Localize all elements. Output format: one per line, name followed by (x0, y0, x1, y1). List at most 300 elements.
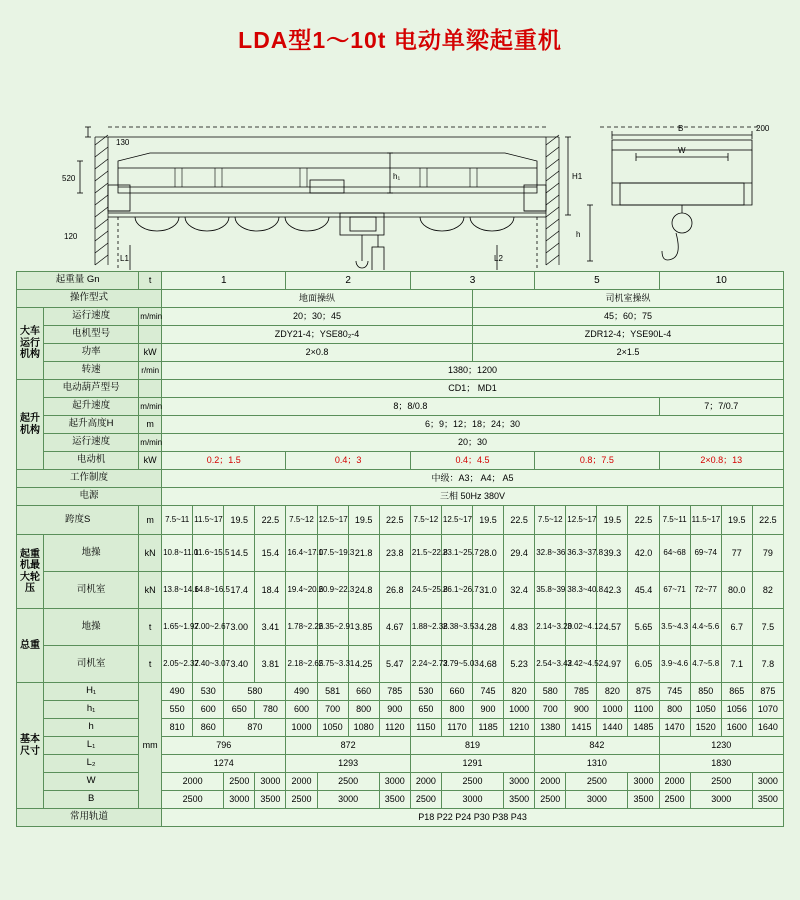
row-label-power: 功率 (43, 344, 138, 362)
span-10: 19.5 (473, 506, 504, 535)
table-row (17, 809, 784, 827)
H1-7: 530 (410, 683, 441, 701)
h-13: 1440 (597, 719, 628, 737)
wt-c-12: 2.54~3.42 (535, 646, 566, 683)
h-0: 810 (162, 719, 193, 737)
h-7: 1150 (410, 719, 441, 737)
wt-c-10: 4.68 (473, 646, 504, 683)
wt-g-9: 2.38~3.53 (441, 609, 472, 646)
wt-g-7: 4.67 (379, 609, 410, 646)
travel-speed-cab: 45；60；75 (473, 308, 784, 326)
row-label-weight-ground: 地操 (43, 609, 138, 646)
table-row (17, 434, 784, 452)
B-14: 3500 (752, 791, 783, 809)
wp-c-2: 17.4 (224, 572, 255, 609)
wt-g-18: 6.7 (721, 609, 752, 646)
row-label-L2: L₂ (43, 755, 138, 773)
W-5: 3000 (379, 773, 410, 791)
H1-15: 745 (659, 683, 690, 701)
dim-label-B: B (678, 124, 684, 133)
wt-g-3: 3.41 (255, 609, 286, 646)
dim-label-h: h (576, 230, 581, 239)
h1-12: 700 (535, 701, 566, 719)
group-wheel-pressure: 起重机最大轮压 (17, 535, 44, 609)
row-unit-hoist-model (139, 380, 162, 398)
dim-label-L2: L2 (494, 254, 503, 263)
wt-c-14: 4.97 (597, 646, 628, 683)
cap-5: 5 (535, 272, 659, 290)
row-label-power-supply: 电源 (17, 488, 162, 506)
B-7: 3000 (441, 791, 503, 809)
W-3: 2000 (286, 773, 317, 791)
table-row (17, 416, 784, 434)
row-label-motor-model: 电机型号 (43, 326, 138, 344)
page-title: LDA型1～10t 电动单梁起重机 (238, 27, 562, 53)
row-label-h: h (43, 719, 138, 737)
table-row (17, 773, 784, 791)
lift-speed-a: 8；8/0.8 (162, 398, 660, 416)
B-2: 3500 (255, 791, 286, 809)
dim-label-130: 130 (116, 138, 130, 147)
dim-label-120: 120 (64, 232, 78, 241)
row-unit-wheel-cab: kN (139, 572, 162, 609)
group-lift: 起升机构 (17, 380, 44, 470)
cap-3: 3 (410, 272, 534, 290)
wt-g-10: 4.28 (473, 609, 504, 646)
wp-g-13: 36.3~37.8 (566, 535, 597, 572)
wt-c-11: 5.23 (504, 646, 535, 683)
wp-g-0: 10.8~11.0 (162, 535, 193, 572)
wp-c-6: 24.8 (348, 572, 379, 609)
cap-2: 2 (286, 272, 410, 290)
wp-c-9: 26.1~26.7 (441, 572, 472, 609)
row-label-lift-height: 起升高度H (43, 416, 138, 434)
h-6: 1120 (379, 719, 410, 737)
run-speed-value: 20；30 (162, 434, 784, 452)
row-unit-span: m (139, 506, 162, 535)
wp-g-14: 39.3 (597, 535, 628, 572)
wt-g-6: 3.85 (348, 609, 379, 646)
row-unit-travel-speed: m/min (139, 308, 162, 326)
row-unit-speed: r/min (139, 362, 162, 380)
B-11: 3500 (628, 791, 659, 809)
wt-c-7: 5.47 (379, 646, 410, 683)
wt-c-6: 4.25 (348, 646, 379, 683)
cap-1: 1 (162, 272, 286, 290)
L2-1: 1293 (286, 755, 410, 773)
row-label-motor-kw: 电动机 (43, 452, 138, 470)
H1-5: 660 (348, 683, 379, 701)
wp-c-14: 42.3 (597, 572, 628, 609)
h-11: 1380 (535, 719, 566, 737)
control-ground: 地面操纵 (162, 290, 473, 308)
wt-c-13: 3.42~4.52 (566, 646, 597, 683)
wt-c-19: 7.8 (752, 646, 783, 683)
row-label-hoist-model: 电动葫芦型号 (43, 380, 138, 398)
wt-g-13: 3.02~4.12 (566, 609, 597, 646)
wp-g-2: 14.5 (224, 535, 255, 572)
wt-g-0: 1.65~1.97 (162, 609, 193, 646)
wp-g-17: 69~74 (690, 535, 721, 572)
wp-c-3: 18.4 (255, 572, 286, 609)
W-9: 2000 (535, 773, 566, 791)
wp-g-15: 42.0 (628, 535, 659, 572)
table-row (17, 646, 784, 683)
wp-g-9: 23.1~25.7 (441, 535, 472, 572)
h-3: 1000 (286, 719, 317, 737)
table-row (17, 290, 784, 308)
motor-kw-3: 0.4；4.5 (410, 452, 534, 470)
row-label-B: B (43, 791, 138, 809)
h1-3: 780 (255, 701, 286, 719)
dim-label-h1: h₁ (393, 172, 401, 181)
table-row (17, 737, 784, 755)
h-5: 1080 (348, 719, 379, 737)
wt-c-8: 2.24~2.72 (410, 646, 441, 683)
control-cab: 司机室操纵 (473, 290, 784, 308)
wp-c-8: 24.5~25.8 (410, 572, 441, 609)
span-18: 19.5 (721, 506, 752, 535)
hoist-model-value: CD1； MD1 (162, 380, 784, 398)
table-row (17, 488, 784, 506)
H1-17: 865 (721, 683, 752, 701)
h1-6: 800 (348, 701, 379, 719)
table-row (17, 506, 784, 535)
table-row (17, 380, 784, 398)
h1-14: 1000 (597, 701, 628, 719)
wt-c-0: 2.05~2.37 (162, 646, 193, 683)
wp-c-19: 82 (752, 572, 783, 609)
row-label-travel-speed: 运行速度 (43, 308, 138, 326)
h1-17: 1050 (690, 701, 721, 719)
row-label-control: 操作型式 (17, 290, 162, 308)
span-15: 22.5 (628, 506, 659, 535)
motor-kw-5: 0.8；7.5 (535, 452, 659, 470)
table-row (17, 683, 784, 701)
rail-value: P18 P22 P24 P30 P38 P43 (162, 809, 784, 827)
H1-16: 850 (690, 683, 721, 701)
wp-g-8: 21.5~22.8 (410, 535, 441, 572)
h-15: 1470 (659, 719, 690, 737)
technical-drawing (0, 65, 800, 265)
row-label-weight-cab: 司机室 (43, 646, 138, 683)
row-label-h1: h₁ (43, 701, 138, 719)
wp-c-10: 31.0 (473, 572, 504, 609)
motor-kw-2: 0.4；3 (286, 452, 410, 470)
row-label-H1: H₁ (43, 683, 138, 701)
wp-g-4: 16.4~17.0 (286, 535, 317, 572)
W-11: 3000 (628, 773, 659, 791)
h-14: 1485 (628, 719, 659, 737)
h1-18: 1056 (721, 701, 752, 719)
wp-c-0: 13.8~14.6 (162, 572, 193, 609)
span-12: 7.5~12 (535, 506, 566, 535)
wp-g-18: 77 (721, 535, 752, 572)
h-4: 1050 (317, 719, 348, 737)
L2-0: 1274 (162, 755, 286, 773)
table-row (17, 272, 784, 290)
B-3: 2500 (286, 791, 317, 809)
L2-2: 1291 (410, 755, 534, 773)
wp-g-6: 21.8 (348, 535, 379, 572)
H1-11: 580 (535, 683, 566, 701)
row-label-W: W (43, 773, 138, 791)
span-13: 12.5~17 (566, 506, 597, 535)
H1-8: 660 (441, 683, 472, 701)
H1-18: 875 (752, 683, 783, 701)
wp-g-3: 15.4 (255, 535, 286, 572)
wt-c-18: 7.1 (721, 646, 752, 683)
wt-g-17: 4.4~5.6 (690, 609, 721, 646)
span-19: 22.5 (752, 506, 783, 535)
H1-0: 490 (162, 683, 193, 701)
B-5: 3500 (379, 791, 410, 809)
B-8: 3500 (504, 791, 535, 809)
h1-0: 550 (162, 701, 193, 719)
span-11: 22.5 (504, 506, 535, 535)
row-label-span: 跨度S (17, 506, 139, 535)
table-row (17, 362, 784, 380)
L1-4: 1230 (659, 737, 783, 755)
W-6: 2000 (410, 773, 441, 791)
duty-value: 中级：A3； A4； A5 (162, 470, 784, 488)
span-0: 7.5~11 (162, 506, 193, 535)
row-unit-motor-model (139, 326, 162, 344)
table-row (17, 755, 784, 773)
span-14: 19.5 (597, 506, 628, 535)
h1-15: 1100 (628, 701, 659, 719)
wp-c-11: 32.4 (504, 572, 535, 609)
h1-19: 1070 (752, 701, 783, 719)
wp-c-1: 14.8~16.5 (193, 572, 224, 609)
B-10: 3000 (566, 791, 628, 809)
table-row (17, 719, 784, 737)
W-0: 2000 (162, 773, 224, 791)
span-4: 7.5~12 (286, 506, 317, 535)
table-row (17, 572, 784, 609)
drawing-svg (0, 65, 800, 270)
wt-c-9: 3.79~5.03 (441, 646, 472, 683)
row-unit-motor-kw: kW (139, 452, 162, 470)
W-14: 3000 (752, 773, 783, 791)
wp-g-12: 32.8~36 (535, 535, 566, 572)
wp-g-10: 28.0 (473, 535, 504, 572)
h-18: 1640 (752, 719, 783, 737)
row-label-rail: 常用轨道 (17, 809, 162, 827)
h1-2: 650 (224, 701, 255, 719)
W-4: 2500 (317, 773, 379, 791)
row-unit-capacity: t (139, 272, 162, 290)
H1-1: 530 (193, 683, 224, 701)
L2-4: 1830 (659, 755, 783, 773)
W-1: 2500 (224, 773, 255, 791)
table-row (17, 308, 784, 326)
H1-3: 490 (286, 683, 317, 701)
row-label-wheel-cab: 司机室 (43, 572, 138, 609)
h1-4: 600 (286, 701, 317, 719)
power-cab: 2×1.5 (473, 344, 784, 362)
h1-11: 1000 (504, 701, 535, 719)
table-row (17, 452, 784, 470)
wp-c-12: 35.8~39 (535, 572, 566, 609)
wt-g-2: 3.00 (224, 609, 255, 646)
B-0: 2500 (162, 791, 224, 809)
wp-g-16: 64~68 (659, 535, 690, 572)
wt-c-3: 3.81 (255, 646, 286, 683)
h-17: 1600 (721, 719, 752, 737)
motor-model-cab: ZDR12-4；YSE90L-4 (473, 326, 784, 344)
lift-height-value: 6；9；12；18；24；30 (162, 416, 784, 434)
wt-g-15: 5.65 (628, 609, 659, 646)
h1-1: 600 (193, 701, 224, 719)
wt-g-16: 3.5~4.3 (659, 609, 690, 646)
wt-c-5: 2.75~3.31 (317, 646, 348, 683)
h1-16: 800 (659, 701, 690, 719)
span-6: 19.5 (348, 506, 379, 535)
H1-10: 820 (504, 683, 535, 701)
span-9: 12.5~17 (441, 506, 472, 535)
power-supply-value: 三相 50Hz 380V (162, 488, 784, 506)
B-12: 2500 (659, 791, 690, 809)
L1-1: 872 (286, 737, 410, 755)
span-8: 7.5~12 (410, 506, 441, 535)
H1-13: 820 (597, 683, 628, 701)
dim-label-H1: H1 (572, 172, 583, 181)
B-1: 3000 (224, 791, 255, 809)
row-label-run-speed: 运行速度 (43, 434, 138, 452)
B-4: 3000 (317, 791, 379, 809)
table-row (17, 344, 784, 362)
span-2: 19.5 (224, 506, 255, 535)
h-9: 1185 (473, 719, 504, 737)
W-8: 3000 (504, 773, 535, 791)
group-weight: 总重 (17, 609, 44, 683)
wt-g-11: 4.83 (504, 609, 535, 646)
row-label-speed: 转速 (43, 362, 138, 380)
motor-kw-1: 0.2；1.5 (162, 452, 286, 470)
travel-speed-ground: 20；30；45 (162, 308, 473, 326)
wt-g-5: 2.35~2.91 (317, 609, 348, 646)
H1-12: 785 (566, 683, 597, 701)
row-label-capacity: 起重量 Gn (17, 272, 139, 290)
L1-2: 819 (410, 737, 534, 755)
row-label-L1: L₁ (43, 737, 138, 755)
wt-g-12: 2.14~3.20 (535, 609, 566, 646)
span-5: 12.5~17 (317, 506, 348, 535)
wp-c-7: 26.8 (379, 572, 410, 609)
wt-g-14: 4.57 (597, 609, 628, 646)
W-13: 2500 (690, 773, 752, 791)
h-12: 1415 (566, 719, 597, 737)
group-bigcar: 大车运行机构 (17, 308, 44, 380)
wt-c-15: 6.05 (628, 646, 659, 683)
row-unit-weight-cab: t (139, 646, 162, 683)
span-16: 7.5~11 (659, 506, 690, 535)
B-6: 2500 (410, 791, 441, 809)
row-unit-run-speed: m/min (139, 434, 162, 452)
wp-c-15: 45.4 (628, 572, 659, 609)
row-label-wheel-ground: 地操 (43, 535, 138, 572)
wt-g-19: 7.5 (752, 609, 783, 646)
wp-c-16: 67~71 (659, 572, 690, 609)
wp-c-18: 80.0 (721, 572, 752, 609)
H1-2: 580 (224, 683, 286, 701)
table-row (17, 701, 784, 719)
table-row (17, 470, 784, 488)
lift-speed-b: 7；7/0.7 (659, 398, 783, 416)
W-10: 2500 (566, 773, 628, 791)
group-dimensions: 基本尺寸 (17, 683, 44, 809)
motor-model-ground: ZDY21-4；YSE80₂-4 (162, 326, 473, 344)
dim-label-520: 520 (62, 174, 76, 183)
wp-c-17: 72~77 (690, 572, 721, 609)
span-3: 22.5 (255, 506, 286, 535)
h1-13: 900 (566, 701, 597, 719)
wt-c-16: 3.9~4.6 (659, 646, 690, 683)
table-row (17, 609, 784, 646)
h1-9: 800 (441, 701, 472, 719)
W-2: 3000 (255, 773, 286, 791)
h-10: 1210 (504, 719, 535, 737)
H1-6: 785 (379, 683, 410, 701)
row-label-duty: 工作制度 (17, 470, 162, 488)
wp-c-4: 19.4~20.6 (286, 572, 317, 609)
speed-value: 1380；1200 (162, 362, 784, 380)
wp-g-5: 17.5~19.3 (317, 535, 348, 572)
row-unit-wheel-ground: kN (139, 535, 162, 572)
row-unit-lift-height: m (139, 416, 162, 434)
h1-5: 700 (317, 701, 348, 719)
dim-label-L1: L1 (120, 254, 129, 263)
motor-kw-10: 2×0.8；13 (659, 452, 783, 470)
B-9: 2500 (535, 791, 566, 809)
power-ground: 2×0.8 (162, 344, 473, 362)
wt-c-4: 2.18~2.65 (286, 646, 317, 683)
span-17: 11.5~17 (690, 506, 721, 535)
table-row (17, 326, 784, 344)
h-8: 1170 (441, 719, 472, 737)
row-unit-lift-speed: m/min (139, 398, 162, 416)
H1-4: 581 (317, 683, 348, 701)
row-unit-weight-ground: t (139, 609, 162, 646)
dim-label-W: W (678, 146, 686, 155)
H1-14: 875 (628, 683, 659, 701)
wt-c-17: 4.7~5.8 (690, 646, 721, 683)
L2-3: 1310 (535, 755, 659, 773)
table-row (17, 535, 784, 572)
wp-g-19: 79 (752, 535, 783, 572)
table-row (17, 791, 784, 809)
wp-g-11: 29.4 (504, 535, 535, 572)
h1-8: 650 (410, 701, 441, 719)
W-12: 2000 (659, 773, 690, 791)
wt-g-8: 1.88~2.38 (410, 609, 441, 646)
wt-c-2: 3.40 (224, 646, 255, 683)
wt-g-1: 2.00~2.67 (193, 609, 224, 646)
row-unit-dimensions: mm (139, 683, 162, 809)
row-label-lift-speed: 起升速度 (43, 398, 138, 416)
L1-0: 796 (162, 737, 286, 755)
h-16: 1520 (690, 719, 721, 737)
wt-g-4: 1.78~2.26 (286, 609, 317, 646)
wt-c-1: 2.40~3.07 (193, 646, 224, 683)
h-1: 860 (193, 719, 224, 737)
spec-table-wrap (0, 271, 800, 827)
span-7: 22.5 (379, 506, 410, 535)
h-2: 870 (224, 719, 286, 737)
L1-3: 842 (535, 737, 659, 755)
B-13: 3000 (690, 791, 752, 809)
